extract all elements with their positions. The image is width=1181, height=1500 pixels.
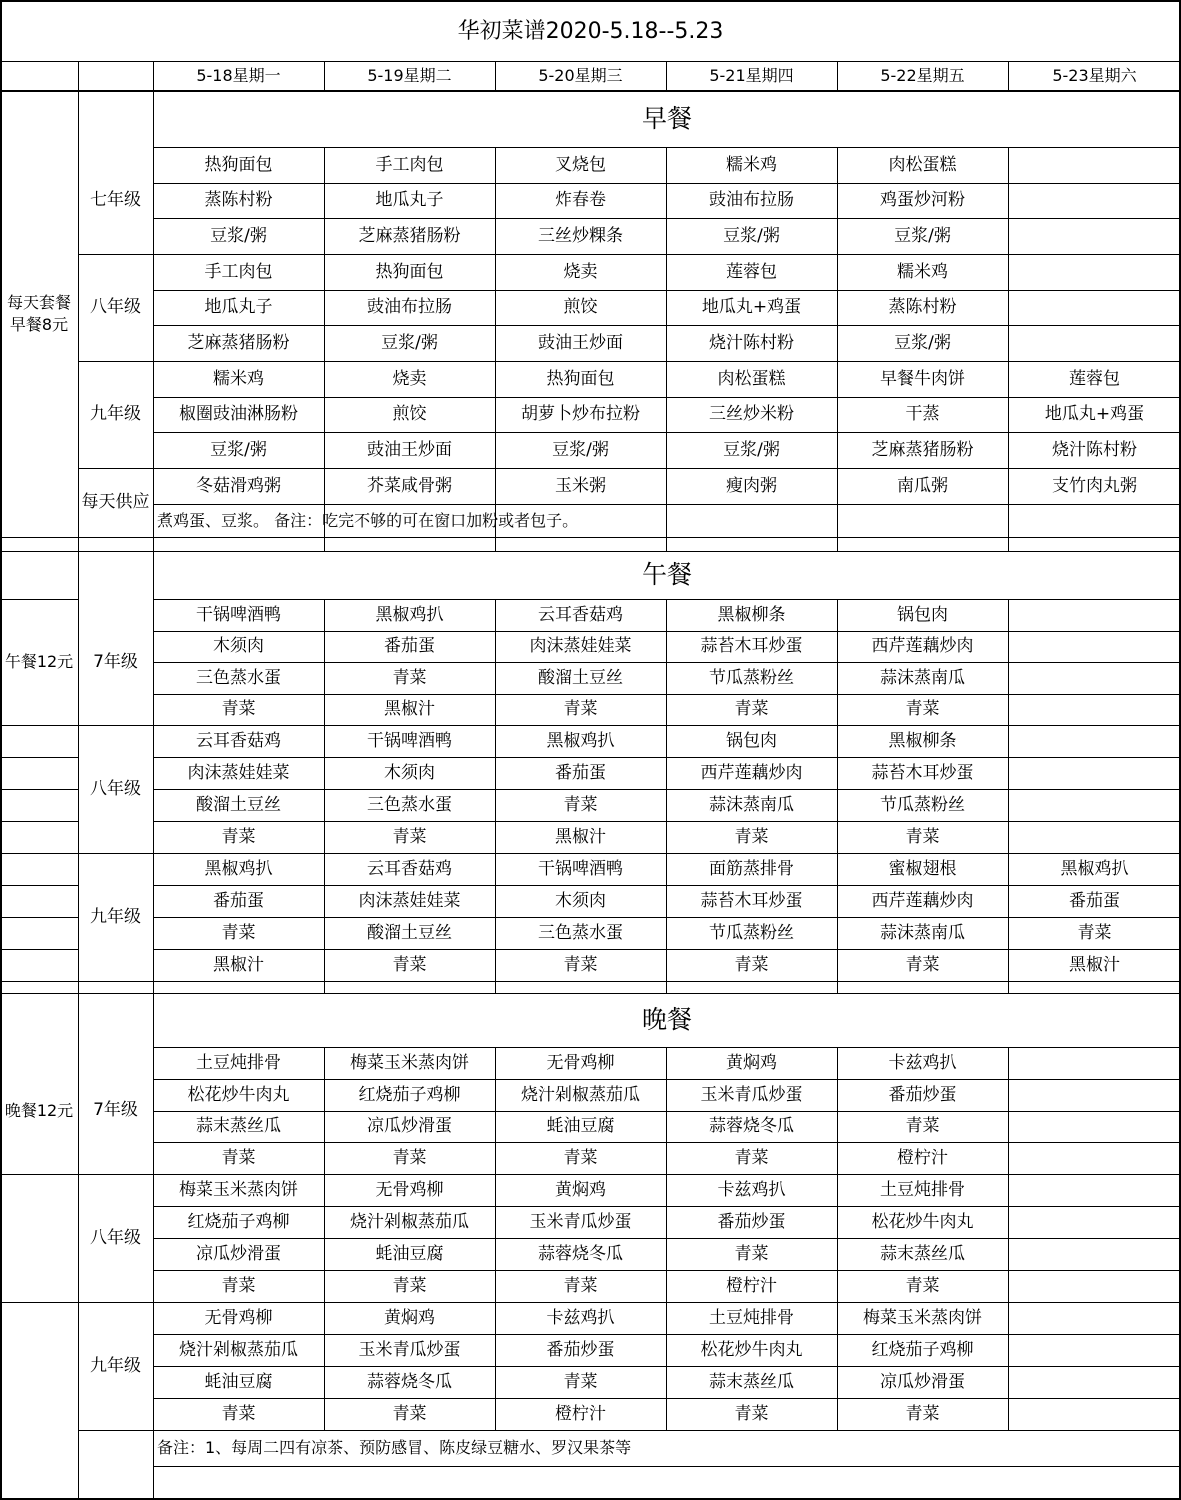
menu-item: 烧汁陈村粉	[1052, 440, 1137, 461]
menu-item: 番茄炒蛋	[546, 1340, 615, 1360]
menu-item: 椒圈豉油淋肠粉	[179, 404, 298, 425]
menu-item: 青菜	[734, 1244, 769, 1264]
grid-line	[495, 468, 496, 504]
grid-line	[324, 981, 325, 993]
menu-item: 青菜	[734, 699, 769, 720]
menu-item: 无骨鸡柳	[204, 1308, 273, 1328]
menu-item	[1008, 1079, 1181, 1111]
menu-item	[1008, 1142, 1181, 1174]
menu-item: 凉瓜炒滑蛋	[367, 1116, 452, 1137]
menu-item: 云耳香菇鸡	[196, 731, 281, 751]
menu-item: 卡兹鸡扒	[546, 1308, 615, 1328]
menu-item: 梅菜玉米蒸肉饼	[179, 1180, 298, 1200]
menu-item: 干蒸	[905, 404, 940, 425]
grid-line	[0, 885, 78, 886]
menu-item: 无骨鸡柳	[375, 1180, 444, 1200]
grid-line	[666, 981, 667, 993]
menu-item: 蒜苔木耳炒蛋	[871, 763, 974, 783]
page-title: 华初菜谱2020-5.18--5.23	[457, 18, 724, 44]
menu-item: 黄焖鸡	[384, 1308, 435, 1328]
menu-item: 青菜	[563, 1148, 598, 1169]
menu-item: 蒜蓉烧冬瓜	[709, 1116, 794, 1137]
menu-item: 鸡蛋炒河粉	[880, 190, 965, 211]
grid-line	[0, 981, 78, 982]
menu-item: 南瓜粥	[897, 476, 948, 496]
menu-item: 木须肉	[555, 891, 606, 911]
grid-line	[837, 981, 838, 993]
menu-item: 糯米鸡	[897, 261, 948, 282]
menu-item: 芝麻蒸猪肠粉	[358, 226, 461, 247]
grid-line	[78, 981, 1181, 982]
menu-item: 烧汁剁椒蒸茄瓜	[350, 1212, 469, 1232]
grade-label: 八年级	[90, 1227, 141, 1248]
menu-item: 烧汁陈村粉	[709, 333, 794, 354]
menu-item	[1008, 1238, 1181, 1270]
menu-item: 番茄炒蛋	[717, 1212, 786, 1232]
menu-item: 芝麻蒸猪肠粉	[187, 333, 290, 354]
menu-item: 烧汁剁椒蒸茄瓜	[521, 1084, 640, 1105]
menu-item: 蚝油豆腐	[546, 1116, 615, 1137]
menu-item	[1008, 757, 1181, 789]
menu-item: 青菜	[905, 699, 940, 720]
menu-item	[1008, 1398, 1181, 1430]
menu-item: 土豆炖排骨	[880, 1180, 965, 1200]
menu-item: 木须肉	[213, 636, 264, 657]
grid-line	[78, 61, 79, 90]
menu-item: 节瓜蒸粉丝	[709, 923, 794, 943]
menu-item: 豆浆/粥	[210, 440, 267, 461]
menu-item	[1008, 789, 1181, 821]
menu-item: 地瓜丸子	[204, 297, 273, 318]
menu-item: 节瓜蒸粉丝	[880, 795, 965, 815]
grid-line	[0, 537, 1181, 538]
menu-item: 干锅啤酒鸭	[367, 731, 452, 751]
menu-item: 三色蒸水蛋	[367, 795, 452, 815]
menu-item: 蒜末蒸丝瓜	[880, 1244, 965, 1264]
menu-item: 豆浆/粥	[894, 333, 951, 354]
menu-item: 蒜苔木耳炒蛋	[700, 636, 803, 657]
menu-item: 煎饺	[563, 297, 598, 318]
grade-label: 七年级	[90, 190, 141, 210]
breakfast-side-label: 每天套餐早餐8元	[6, 292, 71, 334]
menu-item: 瘦肉粥	[726, 476, 777, 496]
menu-item: 松花炒牛肉丸	[700, 1340, 803, 1360]
menu-item: 青菜	[734, 827, 769, 847]
menu-item: 红烧茄子鸡柳	[358, 1084, 461, 1105]
menu-item	[1008, 599, 1181, 631]
menu-item: 青菜	[221, 1404, 256, 1424]
menu-item: 黑椒汁	[1069, 955, 1120, 975]
menu-item: 芥菜咸骨粥	[367, 476, 452, 496]
menu-item: 青菜	[392, 1148, 427, 1169]
day-header: 5-23星期六	[1052, 65, 1137, 85]
menu-item: 卡兹鸡扒	[717, 1180, 786, 1200]
menu-item: 早餐牛肉饼	[880, 368, 965, 389]
menu-item: 青菜	[392, 827, 427, 847]
grade-label: 九年级	[90, 906, 141, 927]
menu-item: 青菜	[392, 667, 427, 688]
lunch-side-label: 午餐12元	[4, 652, 74, 671]
menu-item: 无骨鸡柳	[546, 1052, 615, 1073]
menu-item: 蒜沫蒸南瓜	[880, 667, 965, 688]
menu-item: 酸溜土豆丝	[196, 795, 281, 815]
menu-item: 热狗面包	[204, 154, 273, 175]
lunch-heading: 午餐	[641, 560, 692, 589]
menu-item: 黑椒柳条	[888, 731, 957, 751]
menu-item	[1008, 1334, 1181, 1366]
menu-item: 莲蓉包	[726, 261, 777, 282]
menu-item: 豆浆/粥	[210, 226, 267, 247]
menu-item: 橙柠汁	[726, 1276, 777, 1296]
menu-item: 黄焖鸡	[555, 1180, 606, 1200]
menu-item: 烧卖	[392, 368, 427, 389]
menu-item: 烧汁剁椒蒸茄瓜	[179, 1340, 298, 1360]
menu-item: 凉瓜炒滑蛋	[880, 1372, 965, 1392]
menu-item: 蒸陈村粉	[204, 190, 273, 211]
menu-item: 番茄炒蛋	[888, 1084, 957, 1105]
dinner-note: 备注：1、每周二四有凉茶、预防感冒、陈皮绿豆糖水、罗汉果茶等	[157, 1438, 632, 1457]
menu-item: 蒜苔木耳炒蛋	[700, 891, 803, 911]
dinner-heading: 晚餐	[641, 1005, 692, 1034]
menu-item: 凉瓜炒滑蛋	[196, 1244, 281, 1264]
day-header: 5-19星期二	[367, 65, 452, 85]
menu-item: 黑椒鸡扒	[546, 731, 615, 751]
menu-item	[1008, 254, 1181, 290]
menu-item: 青菜	[734, 955, 769, 975]
menu-item: 黑椒鸡扒	[375, 604, 444, 625]
menu-item	[1008, 1366, 1181, 1398]
menu-item: 土豆炖排骨	[196, 1052, 281, 1073]
menu-item: 黑椒汁	[384, 699, 435, 720]
menu-item: 豉油王炒面	[538, 333, 623, 354]
menu-item: 青菜	[563, 955, 598, 975]
menu-item	[1008, 1111, 1181, 1143]
menu-item	[1008, 147, 1181, 183]
menu-item: 红烧茄子鸡柳	[187, 1212, 290, 1232]
grid-line	[78, 1430, 79, 1500]
menu-item: 青菜	[392, 1404, 427, 1424]
menu-item: 地瓜丸+鸡蛋	[1044, 404, 1145, 425]
menu-item: 三丝炒米粉	[709, 404, 794, 425]
menu-item: 热狗面包	[546, 368, 615, 389]
menu-item: 黑椒汁	[213, 955, 264, 975]
menu-item: 青菜	[734, 1148, 769, 1169]
menu-item: 肉松蛋糕	[888, 154, 957, 175]
menu-item	[1008, 631, 1181, 663]
grid-line	[78, 537, 79, 551]
menu-item: 地瓜丸子	[375, 190, 444, 211]
menu-item	[1008, 1206, 1181, 1238]
menu-item: 胡萝卜炒布拉粉	[521, 404, 640, 425]
menu-item: 土豆炖排骨	[709, 1308, 794, 1328]
menu-item: 青菜	[221, 699, 256, 720]
menu-item: 云耳香菇鸡	[538, 604, 623, 625]
menu-item	[1008, 1302, 1181, 1334]
menu-item: 芝麻蒸猪肠粉	[871, 440, 974, 461]
menu-item: 蒜蓉烧冬瓜	[538, 1244, 623, 1264]
grade-label: 九年级	[90, 1355, 141, 1376]
menu-item: 蚝油豆腐	[375, 1244, 444, 1264]
grid-line	[666, 468, 667, 504]
menu-item: 支竹肉丸粥	[1052, 476, 1137, 496]
grid-line	[837, 537, 838, 551]
grid-line	[153, 1466, 1181, 1467]
menu-item: 西芹莲藕炒肉	[700, 763, 803, 783]
menu-item: 蒜蓉烧冬瓜	[367, 1372, 452, 1392]
menu-item: 青菜	[221, 1148, 256, 1169]
menu-item: 玉米粥	[555, 476, 606, 496]
grid-line	[495, 981, 496, 993]
menu-item: 蒜末蒸丝瓜	[709, 1372, 794, 1392]
menu-item	[1008, 821, 1181, 853]
grade-label: 九年级	[90, 404, 141, 424]
grid-line	[837, 468, 838, 504]
grid-line	[0, 821, 78, 822]
menu-item: 番茄蛋	[1069, 891, 1120, 911]
grid-line	[1008, 468, 1009, 504]
menu-item	[1008, 1270, 1181, 1302]
menu-item: 梅菜玉米蒸肉饼	[863, 1308, 982, 1328]
menu-item: 糯米鸡	[726, 154, 777, 175]
menu-item: 热狗面包	[375, 261, 444, 282]
menu-item: 蒜末蒸丝瓜	[196, 1116, 281, 1137]
dinner-side-label: 晚餐12元	[4, 1100, 74, 1120]
menu-item: 豉油王炒面	[367, 440, 452, 461]
menu-item: 豉油布拉肠	[367, 297, 452, 318]
menu-item: 青菜	[221, 923, 256, 943]
menu-item: 黑椒柳条	[717, 604, 786, 625]
menu-item	[1008, 183, 1181, 219]
menu-item: 蒸陈村粉	[888, 297, 957, 318]
menu-item: 番茄蛋	[555, 763, 606, 783]
grid-line	[153, 981, 154, 993]
menu-item: 青菜	[221, 827, 256, 847]
menu-item: 青菜	[905, 1116, 940, 1137]
menu-item: 冬菇滑鸡粥	[196, 476, 281, 496]
menu-item: 青菜	[734, 1404, 769, 1424]
menu-item: 玉米青瓜炒蛋	[358, 1340, 461, 1360]
menu-item: 番茄蛋	[213, 891, 264, 911]
menu-item: 青菜	[905, 1404, 940, 1424]
menu-item: 卡兹鸡扒	[888, 1052, 957, 1073]
grid-line	[1008, 537, 1009, 551]
menu-item	[1008, 1174, 1181, 1206]
grid-line	[0, 1174, 78, 1175]
grade-label: 7年级	[93, 1100, 138, 1120]
menu-item: 煎饺	[392, 404, 427, 425]
menu-item: 玉米青瓜炒蛋	[700, 1084, 803, 1105]
grid-line	[0, 725, 78, 726]
menu-item: 手工肉包	[204, 261, 273, 282]
menu-item	[1008, 725, 1181, 757]
menu-item: 手工肉包	[375, 154, 444, 175]
menu-item: 梅菜玉米蒸肉饼	[350, 1052, 469, 1073]
grade-label: 八年级	[90, 297, 141, 317]
menu-item: 三色蒸水蛋	[538, 923, 623, 943]
menu-item: 节瓜蒸粉丝	[709, 667, 794, 688]
menu-item: 叉烧包	[555, 154, 606, 175]
menu-item: 西芹莲藕炒肉	[871, 891, 974, 911]
menu-item: 肉沫蒸娃娃菜	[358, 891, 461, 911]
menu-item: 干锅啤酒鸭	[196, 604, 281, 625]
menu-item: 青菜	[563, 795, 598, 815]
menu-item: 松花炒牛肉丸	[871, 1212, 974, 1232]
menu-item: 西芹莲藕炒肉	[871, 636, 974, 657]
menu-item: 黄焖鸡	[726, 1052, 777, 1073]
day-header: 5-18星期一	[196, 65, 281, 85]
menu-item: 地瓜丸+鸡蛋	[701, 297, 802, 318]
menu-item: 干锅啤酒鸭	[538, 859, 623, 879]
grid-line	[78, 981, 79, 993]
menu-item: 面筋蒸排骨	[709, 859, 794, 879]
grid-line	[0, 757, 78, 758]
menu-item: 莲蓉包	[1069, 368, 1120, 389]
menu-item: 蜜椒翅根	[888, 859, 957, 879]
breakfast-heading: 早餐	[641, 103, 692, 133]
menu-item: 肉沫蒸娃娃菜	[187, 763, 290, 783]
grid-line	[0, 853, 78, 854]
menu-item: 豆浆/粥	[894, 226, 951, 247]
menu-item: 酸溜土豆丝	[538, 667, 623, 688]
menu-item: 云耳香菇鸡	[367, 859, 452, 879]
menu-item: 红烧茄子鸡柳	[871, 1340, 974, 1360]
menu-item: 豆浆/粥	[723, 440, 780, 461]
grid-line	[0, 917, 78, 918]
menu-item: 橙柠汁	[555, 1404, 606, 1424]
menu-item: 蒜沫蒸南瓜	[709, 795, 794, 815]
menu-item: 黑椒汁	[555, 827, 606, 847]
menu-item: 锅包肉	[897, 604, 948, 625]
menu-item: 青菜	[221, 1276, 256, 1296]
day-header: 5-20星期三	[538, 65, 623, 85]
menu-item: 蚝油豆腐	[204, 1372, 273, 1392]
menu-item: 蒜沫蒸南瓜	[880, 923, 965, 943]
menu-item: 黑椒鸡扒	[1060, 859, 1129, 879]
grid-line	[666, 537, 667, 551]
menu-item: 木须肉	[384, 763, 435, 783]
menu-item	[1008, 694, 1181, 726]
menu-item	[1008, 218, 1181, 254]
menu-item: 橙柠汁	[897, 1148, 948, 1169]
grid-line	[0, 949, 78, 950]
grid-line	[324, 537, 325, 551]
menu-item: 三丝炒粿条	[538, 226, 623, 247]
menu-item: 炸春卷	[555, 190, 606, 211]
grid-line	[495, 537, 496, 551]
menu-item: 番茄蛋	[384, 636, 435, 657]
grade-label: 每天供应	[81, 492, 150, 512]
day-header: 5-22星期五	[880, 65, 965, 85]
menu-item: 糯米鸡	[213, 368, 264, 389]
menu-item: 松花炒牛肉丸	[187, 1084, 290, 1105]
menu-item: 豉油布拉肠	[709, 190, 794, 211]
grade-label: 7年级	[93, 651, 138, 672]
menu-item: 青菜	[905, 827, 940, 847]
menu-item: 青菜	[905, 955, 940, 975]
day-header: 5-21星期四	[709, 65, 794, 85]
menu-item: 青菜	[905, 1276, 940, 1296]
grid-line	[1008, 981, 1009, 993]
menu-item: 酸溜土豆丝	[367, 923, 452, 943]
grid-line	[0, 789, 78, 790]
menu-item: 青菜	[563, 1276, 598, 1296]
menu-item: 豆浆/粥	[381, 333, 438, 354]
grid-line	[0, 599, 78, 600]
menu-item: 青菜	[392, 1276, 427, 1296]
menu-item: 青菜	[563, 699, 598, 720]
menu-item: 三色蒸水蛋	[196, 667, 281, 688]
grid-line	[153, 537, 154, 551]
menu-item: 黑椒鸡扒	[204, 859, 273, 879]
menu-item	[1008, 662, 1181, 694]
grid-line	[324, 468, 325, 504]
breakfast-note: 煮鸡蛋、豆浆。 备注：吃完不够的可在窗口加粉或者包子。	[157, 510, 579, 530]
menu-item	[1008, 325, 1181, 361]
menu-item: 烧卖	[563, 261, 598, 282]
menu-item	[1008, 290, 1181, 326]
menu-item: 青菜	[563, 1372, 598, 1392]
menu-item: 豆浆/粥	[552, 440, 609, 461]
menu-item	[1008, 1047, 1181, 1079]
menu-item: 肉松蛋糕	[717, 368, 786, 389]
menu-item: 玉米青瓜炒蛋	[529, 1212, 632, 1232]
menu-item: 锅包肉	[726, 731, 777, 751]
grade-label: 八年级	[90, 778, 141, 799]
menu-item: 青菜	[1077, 923, 1112, 943]
grid-line	[0, 1302, 78, 1303]
menu-item: 豆浆/粥	[723, 226, 780, 247]
menu-item: 青菜	[392, 955, 427, 975]
menu-item: 肉沫蒸娃娃菜	[529, 636, 632, 657]
